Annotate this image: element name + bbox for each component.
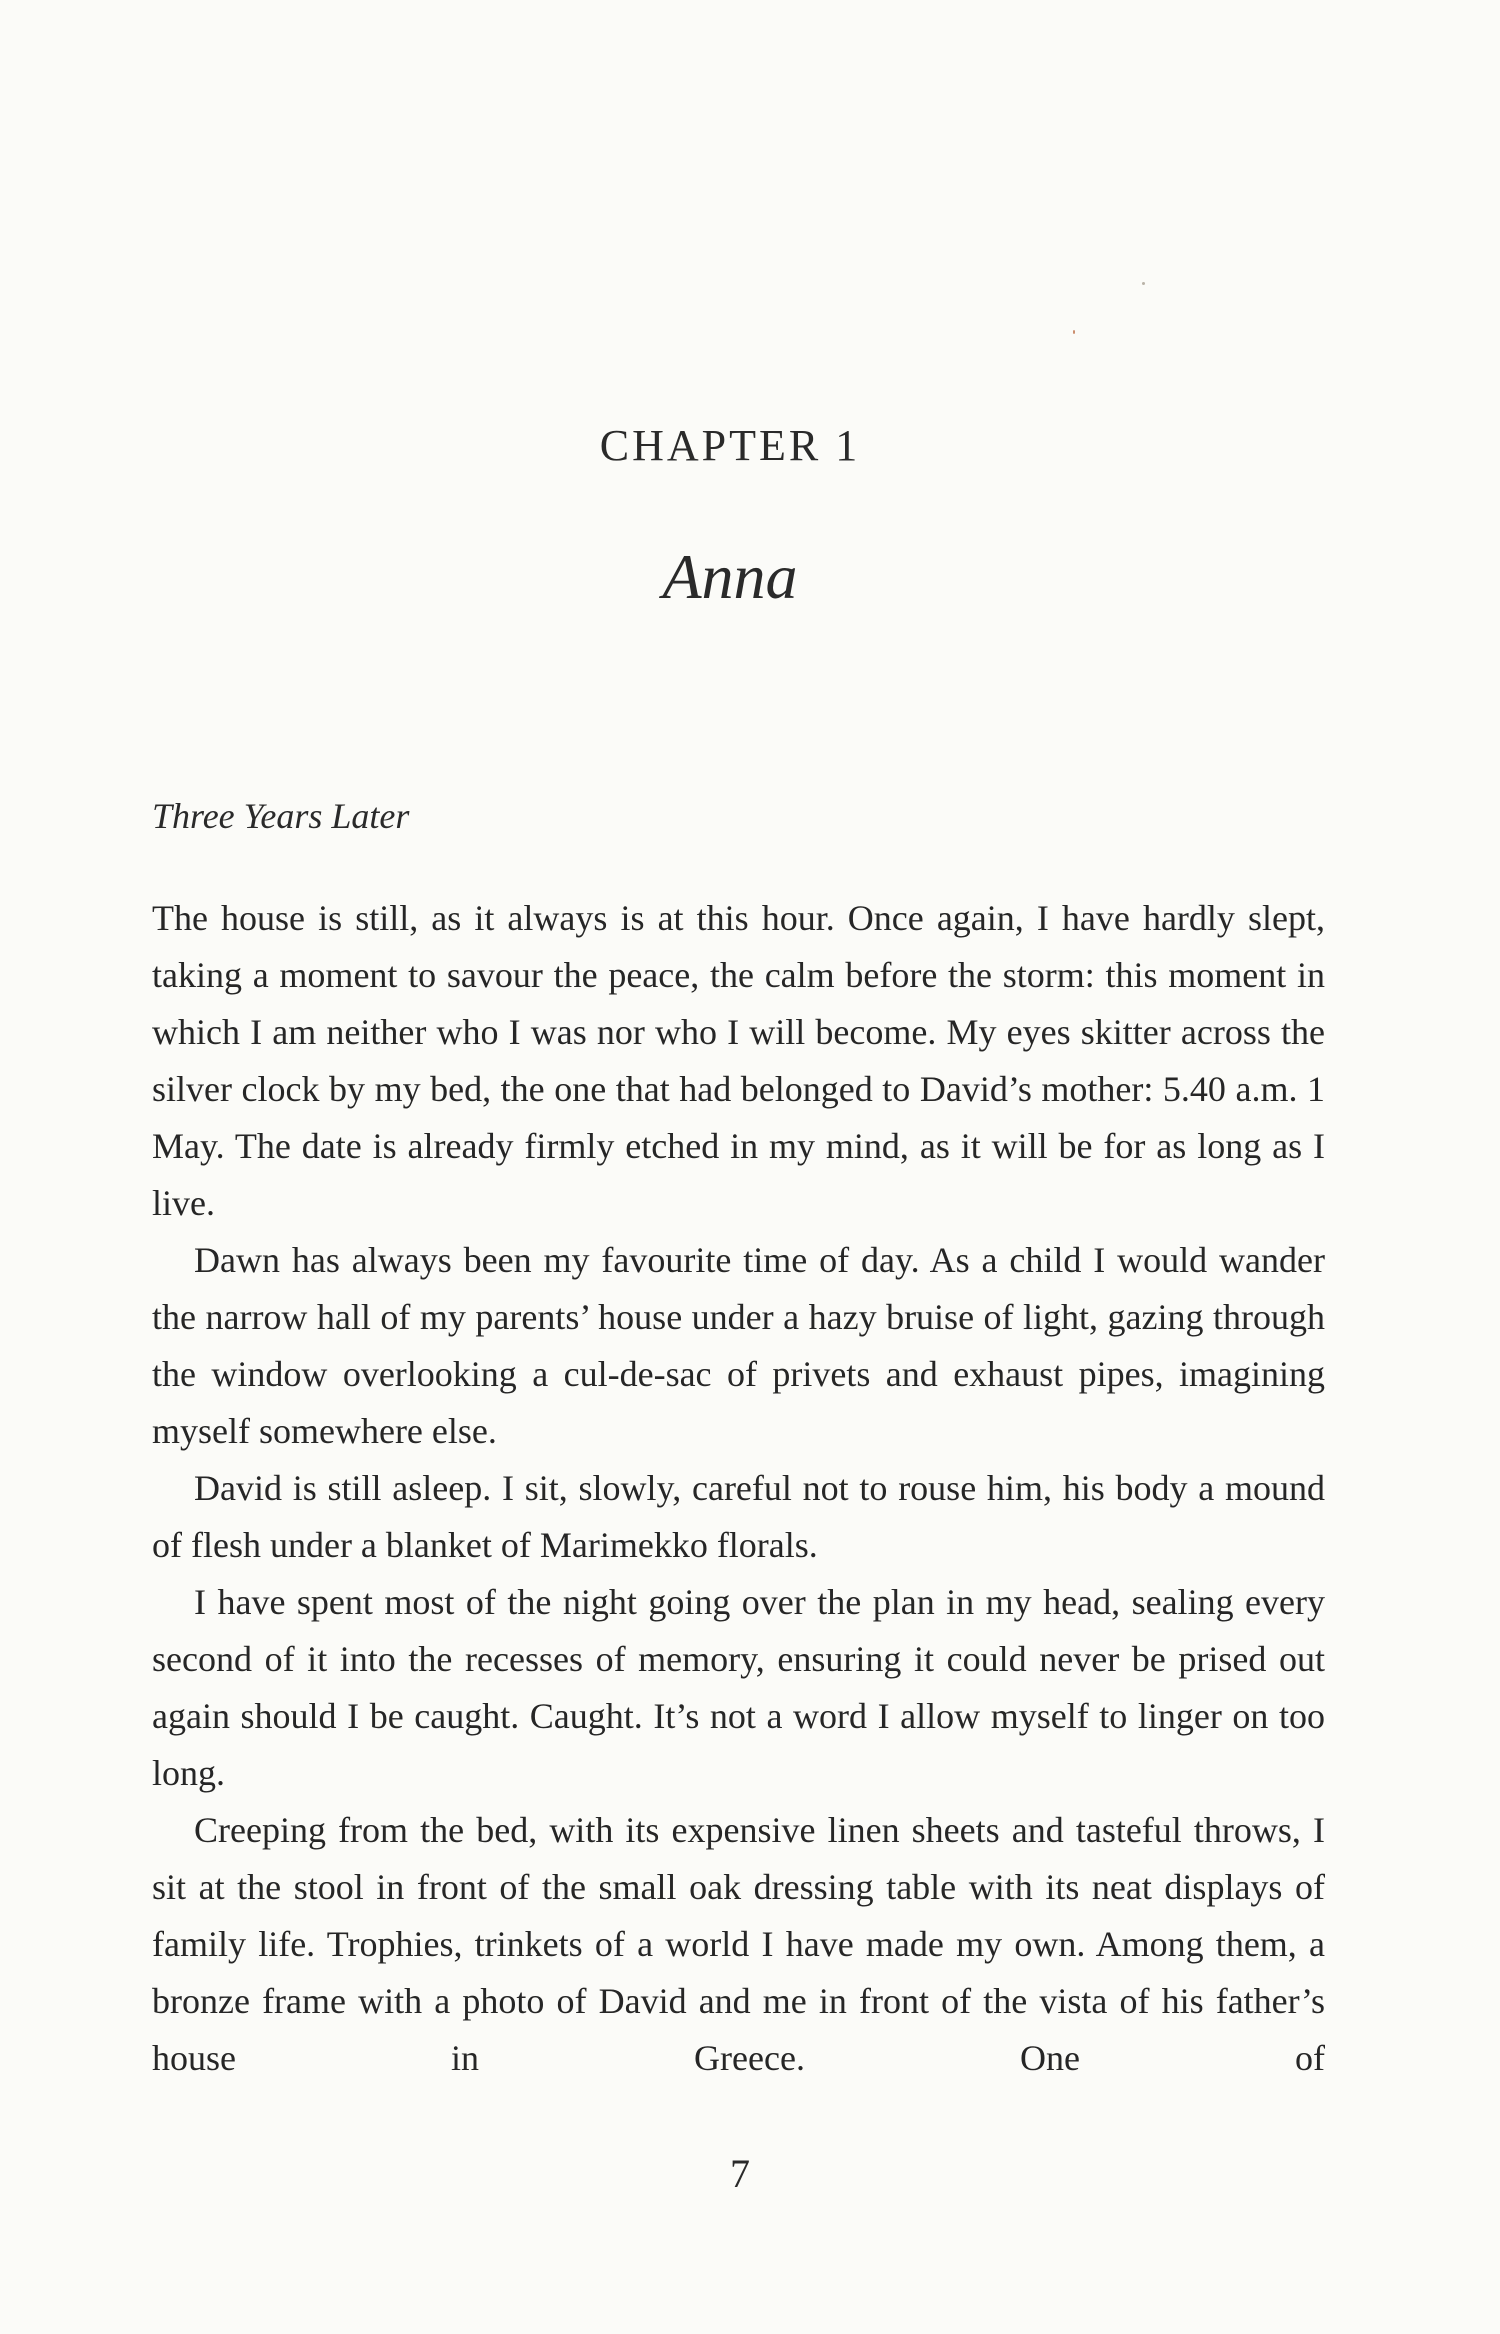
chapter-title: Anna [662, 541, 798, 612]
chapter-heading: CHAPTER 1 [599, 421, 861, 470]
section-subheading: Three Years Later [152, 796, 410, 836]
body-text [152, 890, 1325, 2087]
paragraph: David is still asleep. I sit, slowly, careful not to rouse him, his body a mound of flesh under a blanket of Marimekko florals. [152, 1468, 1325, 1565]
paragraph: I have spent most of the night going over the plan in my head, sealing every second of it into the recesses of memory, ensuring it could never be prised out again should I be caught. Caught. It’s not a word I allow myself to linger on too long. [152, 1582, 1325, 1793]
page-number: 7 [730, 2151, 750, 2196]
paper-speck [1073, 330, 1075, 334]
paper-speck [1142, 282, 1145, 285]
paragraph: Dawn has always been my favourite time of day. As a child I would wander the narrow hall of my parents’ house under a hazy bruise of light, gazing through the window overlooking a cul-de-sac of privets and exhaust pipes, imagining myself somewhere else. [152, 1240, 1325, 1451]
paragraph: Creeping from the bed, with its expensive linen sheets and tasteful throws, I sit at the stool in front of the small oak dressing table with its neat displays of family life. Trophies, trinkets of a world I have made my own. Among them, a bronze frame with a photo of David and me in front of the vista of his father’s house in Greece. One of [152, 1810, 1325, 2078]
paragraph: The house is still, as it always is at this hour. Once again, I have hardly slept, taking a moment to savour the peace, the calm before the storm: this moment in which I am neither who I was nor who I will become. My eyes skitter across the silver clock by my bed, the one that had belonged to David’s mother: 5.40 a.m. 1 May. The date is already firmly etched in my mind, as it will be for as long as I live. [152, 898, 1325, 1223]
